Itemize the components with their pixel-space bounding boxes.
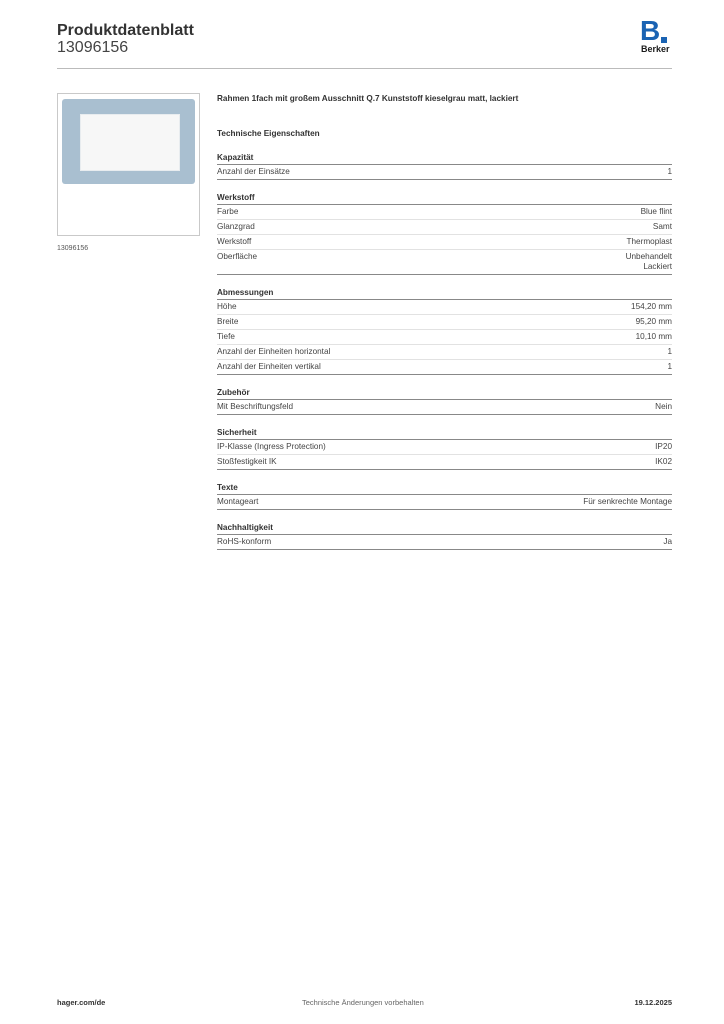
section-heading: Sicherheit [217, 426, 672, 440]
spec-row [217, 250, 672, 275]
spec-label: Montageart [217, 497, 259, 506]
spec-row [217, 455, 672, 470]
spec-value: Unbehandelt Lackiert [625, 252, 672, 271]
spec-label: Höhe [217, 302, 237, 311]
frame-cutout [80, 114, 180, 171]
section-heading: Zubehör [217, 386, 672, 400]
section-rows [217, 400, 672, 415]
product-image-caption: 13096156 [57, 245, 89, 252]
section-heading: Werkstoff [217, 191, 672, 205]
spec-value: Ja [663, 537, 672, 546]
spec-label: Farbe [217, 207, 239, 216]
spec-label: Werkstoff [217, 237, 252, 246]
spec-row [217, 165, 672, 180]
tech-properties-heading: Technische Eigenschaften [217, 129, 320, 138]
spec-content [217, 94, 672, 561]
header-divider [57, 68, 672, 69]
spec-row [217, 315, 672, 330]
section-rows [217, 165, 672, 180]
spec-section [217, 521, 672, 550]
spec-value: 1 [667, 347, 672, 356]
frame-image [62, 99, 195, 184]
spec-label: IP-Klasse (Ingress Protection) [217, 442, 326, 451]
product-image [57, 93, 200, 236]
spec-label: RoHS-konform [217, 537, 272, 546]
spec-section [217, 151, 672, 180]
spec-value: 95,20 mm [635, 317, 672, 326]
section-rows [217, 440, 672, 470]
spec-section [217, 191, 672, 275]
spec-label: Tiefe [217, 332, 235, 341]
section-heading: Texte [217, 481, 672, 495]
berker-logo [640, 17, 676, 55]
spec-value: Nein [655, 402, 672, 411]
spec-row [217, 205, 672, 220]
spec-label: Stoßfestigkeit IK [217, 457, 277, 466]
spec-section [217, 426, 672, 470]
footer-date: 19.12.2025 [634, 998, 672, 1007]
logo-letter: B [640, 15, 661, 46]
spec-value: Samt [652, 222, 672, 231]
spec-value: IP20 [655, 442, 672, 451]
spec-value: 1 [667, 167, 672, 176]
section-rows [217, 495, 672, 510]
spec-value: 154,20 mm [631, 302, 672, 311]
spec-row [217, 300, 672, 315]
spec-row [217, 535, 672, 550]
spec-row [217, 220, 672, 235]
spec-label: Anzahl der Einheiten vertikal [217, 362, 321, 371]
spec-row [217, 235, 672, 250]
section-rows [217, 205, 672, 275]
spec-row [217, 495, 672, 510]
spec-value: Thermoplast [626, 237, 672, 246]
spec-label: Oberfläche [217, 252, 258, 261]
spec-label: Glanzgrad [217, 222, 255, 231]
article-number: 13096156 [57, 39, 129, 56]
spec-section [217, 386, 672, 415]
spec-row [217, 345, 672, 360]
page-title: Produktdatenblatt [57, 22, 194, 39]
spec-label: Anzahl der Einsätze [217, 167, 290, 176]
spec-row [217, 440, 672, 455]
logo-brand-name: Berker [641, 44, 670, 54]
section-rows [217, 535, 672, 550]
spec-label: Breite [217, 317, 239, 326]
footer-notice: Technische Änderungen vorbehalten [302, 998, 424, 1007]
spec-label: Anzahl der Einheiten horizontal [217, 347, 331, 356]
spec-value: 10,10 mm [635, 332, 672, 341]
spec-value: Blue flint [640, 207, 672, 216]
section-heading: Nachhaltigkeit [217, 521, 672, 535]
logo-dot-icon [661, 37, 667, 43]
product-title: Rahmen 1fach mit großem Ausschnitt Q.7 Kunststoff kieselgrau matt, lackiert [217, 94, 519, 103]
spec-row [217, 360, 672, 375]
spec-value: IK02 [655, 457, 672, 466]
section-heading: Kapazität [217, 151, 672, 165]
section-rows [217, 300, 672, 375]
spec-value: 1 [667, 362, 672, 371]
spec-label: Mit Beschriftungsfeld [217, 402, 293, 411]
spec-value: Für senkrechte Montage [583, 497, 672, 506]
spec-sections [217, 151, 672, 550]
spec-row [217, 400, 672, 415]
spec-row [217, 330, 672, 345]
footer-website: hager.com/de [57, 998, 106, 1007]
section-heading: Abmessungen [217, 286, 672, 300]
spec-section [217, 286, 672, 375]
spec-section [217, 481, 672, 510]
